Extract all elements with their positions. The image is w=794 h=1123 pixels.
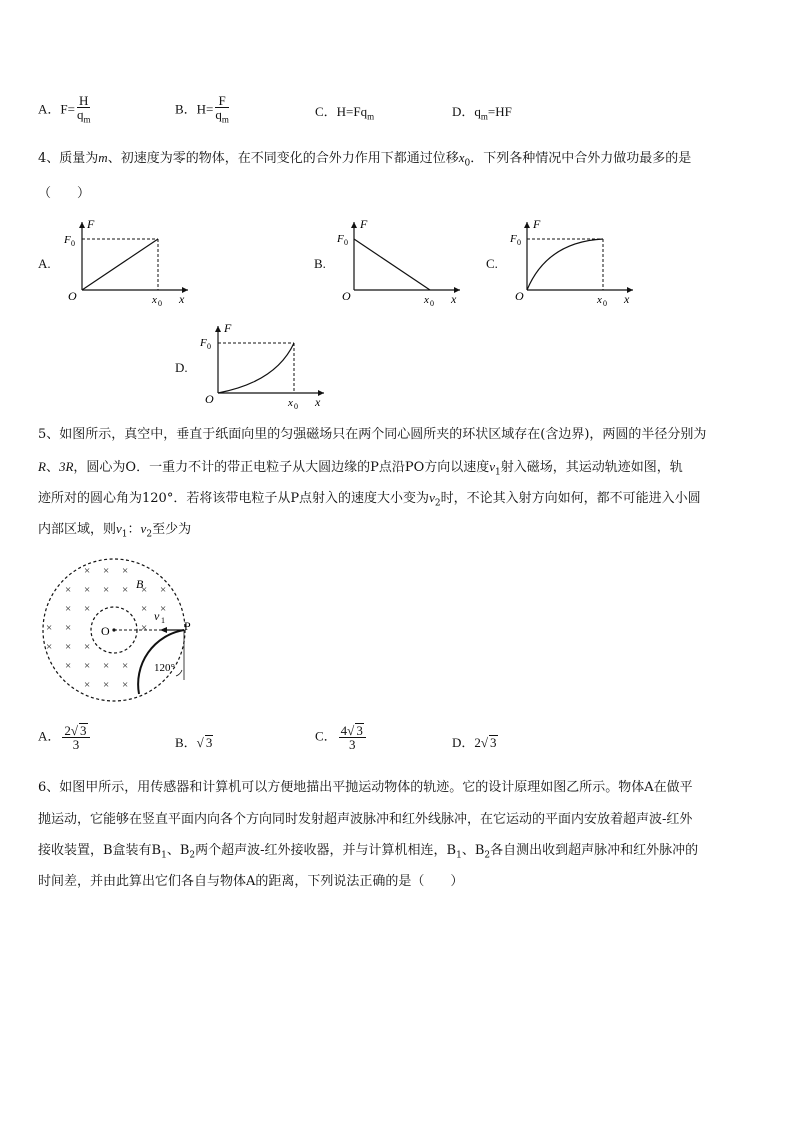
- q3-option-a: [38, 94, 92, 127]
- field-cross: ×: [122, 584, 129, 596]
- q6-line3-d: 、B: [461, 843, 485, 858]
- q3-option-b-fraction: [215, 94, 229, 127]
- q4-stem: [38, 142, 691, 180]
- q4-text-a: 质量为: [59, 151, 99, 166]
- radicand: 3: [80, 723, 87, 738]
- origin-label: O: [205, 392, 214, 406]
- subscript: m: [367, 111, 375, 122]
- velocity-symbol: v: [116, 521, 122, 536]
- f0-subscript: 0: [71, 239, 75, 248]
- field-cross: ×: [141, 622, 148, 634]
- q4-graph-a: [58, 216, 198, 306]
- field-cross: ×: [122, 660, 129, 672]
- origin-label: O: [68, 289, 77, 303]
- force-curve: [82, 239, 158, 290]
- y-arrow-icon: [79, 222, 85, 228]
- subscript: 2: [189, 850, 196, 861]
- center-point: [112, 628, 115, 631]
- velocity-label: v: [154, 609, 160, 623]
- q3-option-d: [452, 101, 512, 122]
- x0-subscript: 0: [294, 402, 298, 411]
- q6-line1: [38, 772, 693, 803]
- velocity-symbol: v: [429, 490, 435, 505]
- coefficient: 4: [340, 723, 348, 738]
- angle-label: 120°: [154, 662, 175, 674]
- velocity-symbol: v: [140, 521, 147, 536]
- field-cross: ×: [84, 679, 91, 691]
- q5-line1-text: 如图所示，真空中，垂直于纸面向里的匀强磁场只在两个同心圆所夹的环状区域存在(含边界)，两圆的半径分别为: [59, 427, 707, 442]
- subscript: 2: [146, 529, 153, 540]
- subscript: 1: [121, 529, 128, 540]
- sqrt-icon: √: [347, 723, 355, 738]
- subscript: 1: [456, 850, 462, 861]
- q5-line4-tail: 至少为: [152, 522, 192, 537]
- angle-arc: [176, 670, 182, 676]
- sqrt-icon: √: [70, 723, 79, 738]
- denominator: q: [215, 107, 222, 122]
- q6-line3-c: 两个超声波-红外接收器，并与计算机相连，B: [195, 843, 457, 858]
- q4-graph-c: [507, 216, 647, 306]
- field-cross: ×: [65, 641, 72, 653]
- f-axis-label: F: [87, 217, 95, 231]
- q4-graph-b: [334, 216, 474, 306]
- q4-graph-d: [196, 322, 336, 412]
- field-cross: ×: [84, 603, 91, 615]
- q3-option-c: [315, 101, 374, 122]
- subscript: 1: [495, 467, 501, 478]
- q3-option-a-prefix: A．F=: [38, 101, 75, 117]
- radicand: 3: [490, 735, 497, 750]
- center-label: O: [101, 624, 110, 638]
- y-arrow-icon: [215, 326, 221, 332]
- q4-paren: （ ）: [38, 186, 91, 201]
- coefficient: 2: [474, 735, 481, 750]
- q5-line4: [38, 513, 191, 551]
- q5-option-c: [315, 723, 368, 752]
- subscript: 0: [464, 158, 471, 169]
- force-curve: [354, 239, 430, 290]
- numerator: H: [77, 94, 91, 108]
- q5-option-c-fraction: [339, 723, 366, 752]
- q5-magnetic-field-figure: [38, 558, 198, 710]
- sqrt-icon: √: [480, 735, 489, 750]
- x-axis-label: x: [179, 292, 185, 306]
- y-arrow-icon: [524, 222, 530, 228]
- q3-option-a-fraction: [77, 94, 91, 127]
- x-axis-label: x: [315, 395, 321, 409]
- f0-label: F: [64, 234, 71, 246]
- field-cross: ×: [160, 584, 167, 596]
- q6-line4: 时间差，并由此算出它们各自与物体A的距离，下列说法正确的是（ ）: [38, 874, 464, 889]
- field-cross: ×: [46, 641, 53, 653]
- q6-line2: 抛运动，它能够在竖直平面内向各个方向同时发射超声波脉冲和红外线脉冲，在它运动的平面内安放着超声波-红外: [38, 812, 693, 827]
- q5-option-b-label: B．: [175, 735, 197, 750]
- velocity-arrowhead-icon: [160, 627, 167, 633]
- field-cross: ×: [65, 622, 72, 634]
- radius-small: R: [38, 459, 46, 474]
- q6-line3-a: 接收装置，B盒装有B: [38, 843, 162, 858]
- f0-subscript: 0: [517, 238, 521, 247]
- q5-option-d-label: D．: [452, 735, 475, 750]
- x0-label: x: [288, 397, 293, 409]
- denominator: q: [76, 107, 84, 122]
- field-cross: ×: [84, 584, 91, 596]
- q5-option-a: [38, 723, 92, 752]
- x0-label: x: [597, 294, 602, 306]
- field-cross: ×: [84, 660, 91, 672]
- f0-subscript: 0: [344, 238, 348, 247]
- x-axis-label: x: [624, 292, 630, 306]
- radius-large: 3R: [58, 459, 74, 474]
- field-cross: ×: [122, 679, 129, 691]
- subscript: m: [83, 114, 91, 125]
- field-cross: ×: [103, 565, 110, 577]
- origin-label: O: [515, 289, 524, 303]
- q5-line3-tail: 时，不论其入射方向如何，都不可能进入小圆: [440, 491, 701, 506]
- q4-option-a-label: A.: [38, 256, 51, 271]
- q4-option-b-label: B.: [314, 256, 326, 271]
- f0-label: F: [510, 233, 517, 245]
- force-curve: [527, 239, 603, 290]
- x-axis-label: x: [451, 292, 457, 306]
- axes: [218, 326, 324, 393]
- field-cross: ×: [141, 603, 148, 615]
- velocity-symbol: v: [489, 459, 496, 474]
- force-curve: [218, 343, 294, 393]
- q6-line3-b: 、B: [166, 843, 190, 858]
- q3-option-d-tail: =HF: [487, 104, 512, 119]
- q5-line1: [38, 419, 706, 450]
- radicand: 3: [356, 723, 363, 738]
- q6-line1-text: 如图甲所示，用传感器和计算机可以方便地描出平抛运动物体的轨迹。它的设计原理如图乙所示。物体A在做平: [59, 780, 693, 795]
- field-cross: ×: [65, 584, 72, 596]
- coefficient: 2: [64, 723, 71, 738]
- q5-line2-text: ，圆心为O．一重力不计的带正电粒子从大圆边缘的P点沿PO方向以速度: [73, 460, 490, 475]
- f-axis-label: F: [224, 322, 232, 335]
- q5-option-c-label: C．: [315, 728, 337, 744]
- x0-label: x: [152, 294, 157, 306]
- subscript: 1: [161, 850, 167, 861]
- field-cross: ×: [103, 584, 110, 596]
- sqrt-icon: √: [196, 735, 204, 750]
- q3-option-d-text: D．q: [452, 104, 481, 119]
- q5-line3-text: 迹所对的圆心角为120°．若将该带电粒子从P点射入的速度大小变为: [38, 491, 430, 506]
- f0-label: F: [200, 337, 207, 349]
- subscript: 2: [434, 498, 441, 509]
- q4-text-b: 、初速度为零的物体，在不同变化的合外力作用下都通过位移: [107, 151, 459, 166]
- x0-label: x: [424, 294, 429, 306]
- numerator: F: [215, 94, 229, 108]
- field-cross: ×: [84, 565, 91, 577]
- field-cross: ×: [160, 603, 167, 615]
- radicand: 3: [205, 735, 213, 750]
- q6-line3-e: 各自测出收到超声脉冲和红外脉冲的: [490, 843, 699, 858]
- q3-option-c-text: C．H=Fq: [315, 104, 368, 119]
- velocity-subscript: 1: [161, 616, 165, 625]
- field-cross: ×: [103, 679, 110, 691]
- origin-label: O: [342, 289, 351, 303]
- field-cross: ×: [46, 622, 53, 634]
- q4-option-c-label: C.: [486, 256, 498, 271]
- q5-line4-text: 内部区域，则: [38, 522, 117, 537]
- field-cross: ×: [84, 641, 91, 653]
- q5-option-a-fraction: [62, 723, 89, 752]
- y-arrow-icon: [351, 222, 357, 228]
- denominator: 3: [72, 737, 80, 752]
- question-number: 5、: [38, 427, 60, 442]
- question-number: 4、: [38, 151, 60, 166]
- q4-mass-symbol: m: [98, 150, 108, 165]
- f-axis-label: F: [360, 217, 368, 231]
- q4-text-c: ．下列各种情况中合外力做功最多的是: [470, 151, 692, 166]
- subscript: m: [480, 111, 488, 122]
- f-axis-label: F: [533, 217, 541, 231]
- x0-subscript: 0: [158, 299, 162, 306]
- x0-subscript: 0: [603, 299, 607, 306]
- q3-option-b-prefix: B．H=: [175, 101, 214, 117]
- subscript: m: [221, 114, 229, 125]
- q4-option-d-label: D.: [175, 360, 188, 375]
- axes: [527, 222, 633, 290]
- field-cross: ×: [103, 660, 110, 672]
- axes: [354, 222, 460, 290]
- field-cross: ×: [65, 603, 72, 615]
- q4-displacement-symbol: x: [458, 150, 465, 165]
- field-cross: ×: [65, 660, 72, 672]
- f0-label: F: [337, 233, 344, 245]
- q5-option-b: [175, 732, 213, 751]
- field-cross: ×: [122, 565, 129, 577]
- x0-subscript: 0: [430, 299, 434, 306]
- ratio-colon: ：: [127, 522, 141, 537]
- denominator: 3: [348, 737, 356, 752]
- q5-line2-tail: 射入磁场，其运动轨迹如图，轨: [500, 460, 683, 475]
- field-cross: ×: [141, 584, 148, 596]
- separator: 、: [45, 460, 59, 475]
- field-label: B: [136, 577, 144, 591]
- f0-subscript: 0: [207, 342, 211, 351]
- q3-option-b: [175, 94, 231, 127]
- q5-option-d: [452, 732, 498, 751]
- entry-point-label: P: [184, 619, 191, 633]
- q5-option-a-label: A．: [38, 728, 61, 744]
- subscript: 2: [484, 850, 491, 861]
- question-number: 6、: [38, 780, 60, 795]
